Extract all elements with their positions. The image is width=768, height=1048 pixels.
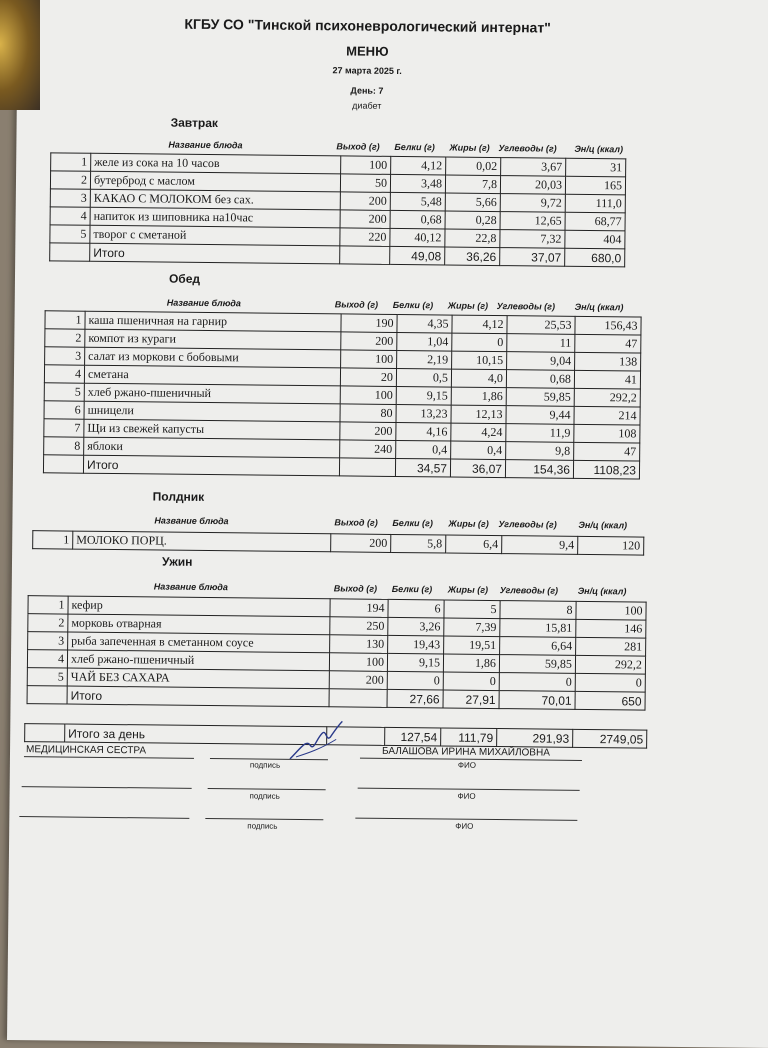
cell-carbs: 59,85 [499,655,575,674]
cell-fat: 6,4 [446,535,502,554]
fio-caption: ФИО [457,760,477,770]
cell-carbs: 9,72 [500,194,565,213]
fio-caption: ФИО [455,821,474,831]
cell-energy: 100 [576,601,646,620]
total-protein: 49,08 [390,246,445,265]
cell-number: 4 [27,650,67,668]
cell-carbs: 11 [507,334,575,353]
cell-carbs: 7,32 [500,230,565,249]
total-protein: 34,57 [395,458,450,477]
cell-energy: 292,2 [575,655,645,674]
col-yield: Выход (г) [336,141,380,152]
position-label: МЕДИЦИНСКАЯ СЕСТРА [25,744,147,757]
cell-yield: 200 [329,671,387,690]
col-name: Название блюда [166,297,241,309]
cell-yield: 50 [340,174,390,193]
cell-yield: 100 [340,386,396,405]
cell-number: 5 [50,225,90,243]
cell-energy: 214 [574,406,640,425]
cell-dish: сметана [84,365,340,386]
cell-protein: 0,68 [390,210,445,229]
col-protein: Белки (г) [392,517,433,529]
cell-fat: 4,0 [451,369,506,388]
cell-fat: 5,66 [445,193,500,212]
cell-fat: 0,28 [445,211,500,230]
col-fat: Жиры (г) [448,518,489,529]
total-label: Итого [67,686,329,707]
cell-dish: морковь отварная [68,614,330,635]
cell-energy: 68,77 [565,212,625,231]
cell-fat: 4,24 [451,423,506,442]
cell-fat: 0 [443,672,499,691]
empty-cell [340,246,390,265]
cell-fat: 22,8 [445,229,500,248]
cell-energy: 47 [575,334,641,353]
cell-dish: компот из кураги [85,329,341,350]
cell-dish: творог с сметаной [90,225,340,246]
cell-dish: напиток из шиповника на10час [90,207,340,228]
cell-protein: 40,12 [390,228,445,247]
cell-protein: 0 [387,671,443,690]
total-label: Итого [90,243,340,264]
col-energy: Эн/ц (ккал) [577,585,627,597]
col-yield: Выход (г) [334,517,378,528]
cell-number: 1 [45,311,85,329]
table-row [33,531,644,555]
cell-number: 2 [28,614,68,632]
cell-number: 5 [44,383,84,401]
total-protein: 27,66 [387,689,443,708]
cell-yield: 220 [340,228,390,247]
col-name: Название блюда [168,139,243,151]
cell-protein: 4,12 [391,156,446,175]
organization-name: КГБУ СО "Тинской психоневрологический интернат" [184,15,551,36]
cell-fat: 10,15 [452,351,507,370]
cell-carbs: 6,64 [500,637,576,656]
cell-energy: 41 [574,370,640,389]
total-fat: 36,26 [445,247,500,266]
cell-yield: 250 [330,617,388,636]
col-yield: Выход (г) [333,583,378,594]
cell-number: 1 [51,153,91,171]
total-carbs: 70,01 [499,691,575,710]
cell-protein: 19,43 [388,635,444,654]
cell-yield: 100 [341,350,397,369]
cell-dish: ЧАЙ БЕЗ САХАРА [67,668,329,689]
total-fat: 27,91 [443,690,499,709]
cell-fat: 7,8 [445,175,500,194]
cell-fat: 0 [452,333,507,352]
cell-carbs: 8 [500,601,576,620]
cell-yield: 200 [331,534,391,553]
col-protein: Белки (г) [391,583,433,595]
cell-yield: 130 [330,635,388,654]
cell-number: 3 [50,189,90,207]
cell-yield: 190 [341,314,397,333]
fio-line [358,788,580,791]
total-energy: 1108,23 [573,460,639,479]
cell-carbs: 59,85 [506,388,574,407]
cell-dish: КАКАО С МОЛОКОМ без сах. [90,189,340,210]
cell-protein: 5,48 [390,192,445,211]
dinner-table [27,595,647,710]
cell-fat: 4,12 [452,315,507,334]
cell-yield: 20 [340,368,396,387]
position-line [24,756,194,759]
cell-number: 5 [27,668,67,686]
empty-cell [339,458,395,477]
cell-number: 7 [44,419,84,437]
col-protein: Белки (г) [394,141,435,153]
cell-dish: шницели [84,401,340,422]
menu-title: МЕНЮ [346,43,389,59]
cell-carbs: 25,53 [507,316,575,335]
cell-carbs: 9,8 [506,442,574,461]
cell-protein: 3,26 [388,617,444,636]
cell-carbs: 20,03 [500,176,565,195]
meal-title-dinner: Ужин [161,554,193,569]
day-total-label: Итого за день [65,724,327,745]
cell-protein: 0,4 [396,440,451,459]
cell-dish: каша пшеничная на гарнир [85,311,341,332]
total-carbs: 154,36 [505,460,573,479]
sign-caption: подпись [247,821,278,831]
cell-energy: 146 [576,619,646,638]
cell-fat: 1,86 [443,654,499,673]
cell-energy: 47 [574,442,640,461]
cell-protein: 6 [388,599,444,618]
cell-energy: 281 [576,637,646,656]
cell-number: 2 [50,171,90,189]
menu-day: День: 7 [350,85,384,96]
cell-yield: 200 [340,192,390,211]
cell-yield: 200 [340,210,390,229]
col-energy: Эн/ц (ккал) [574,301,624,313]
cell-carbs: 15,81 [500,619,576,638]
blank-line [22,786,192,789]
signature-line [208,788,326,790]
cell-number: 4 [44,365,84,383]
cell-protein: 5,8 [391,534,446,553]
cell-energy: 404 [565,230,625,249]
cell-carbs: 0,68 [506,370,574,389]
empty-cell [50,243,90,261]
cell-protein: 9,15 [396,386,451,405]
cell-dish: хлеб ржано-пшеничный [84,383,340,404]
total-energy: 650 [575,691,645,710]
cell-number: 6 [44,401,84,419]
diet-type: диабет [352,100,382,111]
cell-number: 3 [45,347,85,365]
fio-caption: ФИО [457,791,476,801]
cell-carbs: 12,65 [500,212,565,231]
sign-caption: подпись [249,760,281,770]
empty-cell [27,686,67,704]
cell-number: 2 [45,329,85,347]
total-label: Итого [83,455,339,476]
sign-caption: подпись [249,791,280,801]
lunch-table [43,310,642,479]
cell-fat: 5 [444,600,500,619]
meal-title-breakfast: Завтрак [170,115,218,131]
total-energy: 680,0 [565,248,625,267]
col-yield: Выход (г) [334,299,379,310]
cell-number: 4 [50,207,90,225]
cell-dish: яблоки [84,437,340,458]
cell-energy: 31 [566,158,626,177]
signer-name: БАЛАШОВА ИРИНА МИХАЙЛОВНА [381,745,550,759]
cell-carbs: 0 [499,673,575,692]
cell-number: 8 [44,437,84,455]
meal-title-snack: Полдник [152,489,205,504]
cell-energy: 120 [578,536,644,555]
cell-number: 1 [28,596,68,614]
snack-table [32,530,644,555]
blank-line [19,816,189,819]
col-carbs: Углеводы (г) [498,519,557,530]
day-total-carbs: 291,93 [497,729,573,748]
cell-fat: 19,51 [444,636,500,655]
breakfast-table [49,152,626,267]
cell-fat: 0,02 [446,157,501,176]
col-carbs: Углеводы (г) [498,143,557,154]
cell-carbs: 11,9 [506,424,574,443]
col-fat: Жиры (г) [447,300,489,311]
day-total-protein: 127,54 [385,727,441,746]
meal-title-lunch: Обед [168,271,201,286]
cell-yield: 200 [340,422,396,441]
cell-protein: 0,5 [396,368,451,387]
cell-carbs: 9,04 [507,352,575,371]
cell-energy: 292,2 [574,388,640,407]
cell-carbs: 9,44 [506,406,574,425]
cell-protein: 1,04 [397,332,452,351]
cell-energy: 111,0 [565,194,625,213]
col-fat: Жиры (г) [449,142,490,153]
cell-fat: 1,86 [451,387,506,406]
cell-protein: 2,19 [397,350,452,369]
cell-yield: 80 [340,404,396,423]
col-name: Название блюда [153,581,228,593]
total-carbs: 37,07 [500,248,565,267]
menu-sheet [7,0,768,1048]
cell-yield: 240 [340,440,396,459]
cell-protein: 4,35 [397,314,452,333]
col-carbs: Углеводы (г) [496,301,556,312]
cell-protein: 9,15 [387,653,443,672]
empty-cell [329,689,387,708]
cell-yield: 100 [341,156,391,175]
col-energy: Эн/ц (ккал) [574,143,624,155]
cell-dish: МОЛОКО ПОРЦ. [73,531,331,552]
cell-number: 3 [28,632,68,650]
cell-carbs: 3,67 [501,158,566,177]
cell-energy: 165 [565,176,625,195]
fio-line [355,818,577,821]
handwritten-signature [286,719,346,764]
cell-fat: 7,39 [444,618,500,637]
background-object [0,0,40,110]
col-energy: Эн/ц (ккал) [578,519,628,531]
cell-fat: 0,4 [451,441,506,460]
cell-dish: Щи из свежей капусты [84,419,340,440]
cell-yield: 200 [341,332,397,351]
total-fat: 36,07 [450,459,505,478]
cell-energy: 108 [574,424,640,443]
empty-cell [43,455,83,473]
col-carbs: Углеводы (г) [499,585,559,596]
day-total-fat: 111,79 [441,728,497,747]
cell-dish: салат из моркови с бобовыми [85,347,341,368]
col-name: Название блюда [154,515,229,527]
cell-yield: 100 [329,653,387,672]
cell-dish: желе из сока на 10 часов [91,153,341,174]
day-total-energy: 2749,05 [573,729,647,748]
menu-date: 27 марта 2025 г. [332,65,402,77]
cell-protein: 3,48 [390,174,445,193]
cell-energy: 156,43 [575,316,641,335]
cell-dish: рыба запеченная в сметанном соусе [68,632,330,653]
cell-carbs: 9,4 [502,536,578,555]
cell-energy: 0 [575,673,645,692]
col-fat: Жиры (г) [447,584,489,595]
cell-yield: 194 [330,599,388,618]
cell-dish: бутерброд с маслом [90,171,340,192]
col-protein: Белки (г) [392,299,434,311]
cell-protein: 13,23 [396,404,451,423]
cell-fat: 12,13 [451,405,506,424]
cell-dish: кефир [68,596,330,617]
cell-dish: хлеб ржано-пшеничный [67,650,329,671]
signature-line [205,818,323,820]
cell-energy: 138 [575,352,641,371]
cell-protein: 4,16 [396,422,451,441]
cell-number: 1 [33,531,73,549]
